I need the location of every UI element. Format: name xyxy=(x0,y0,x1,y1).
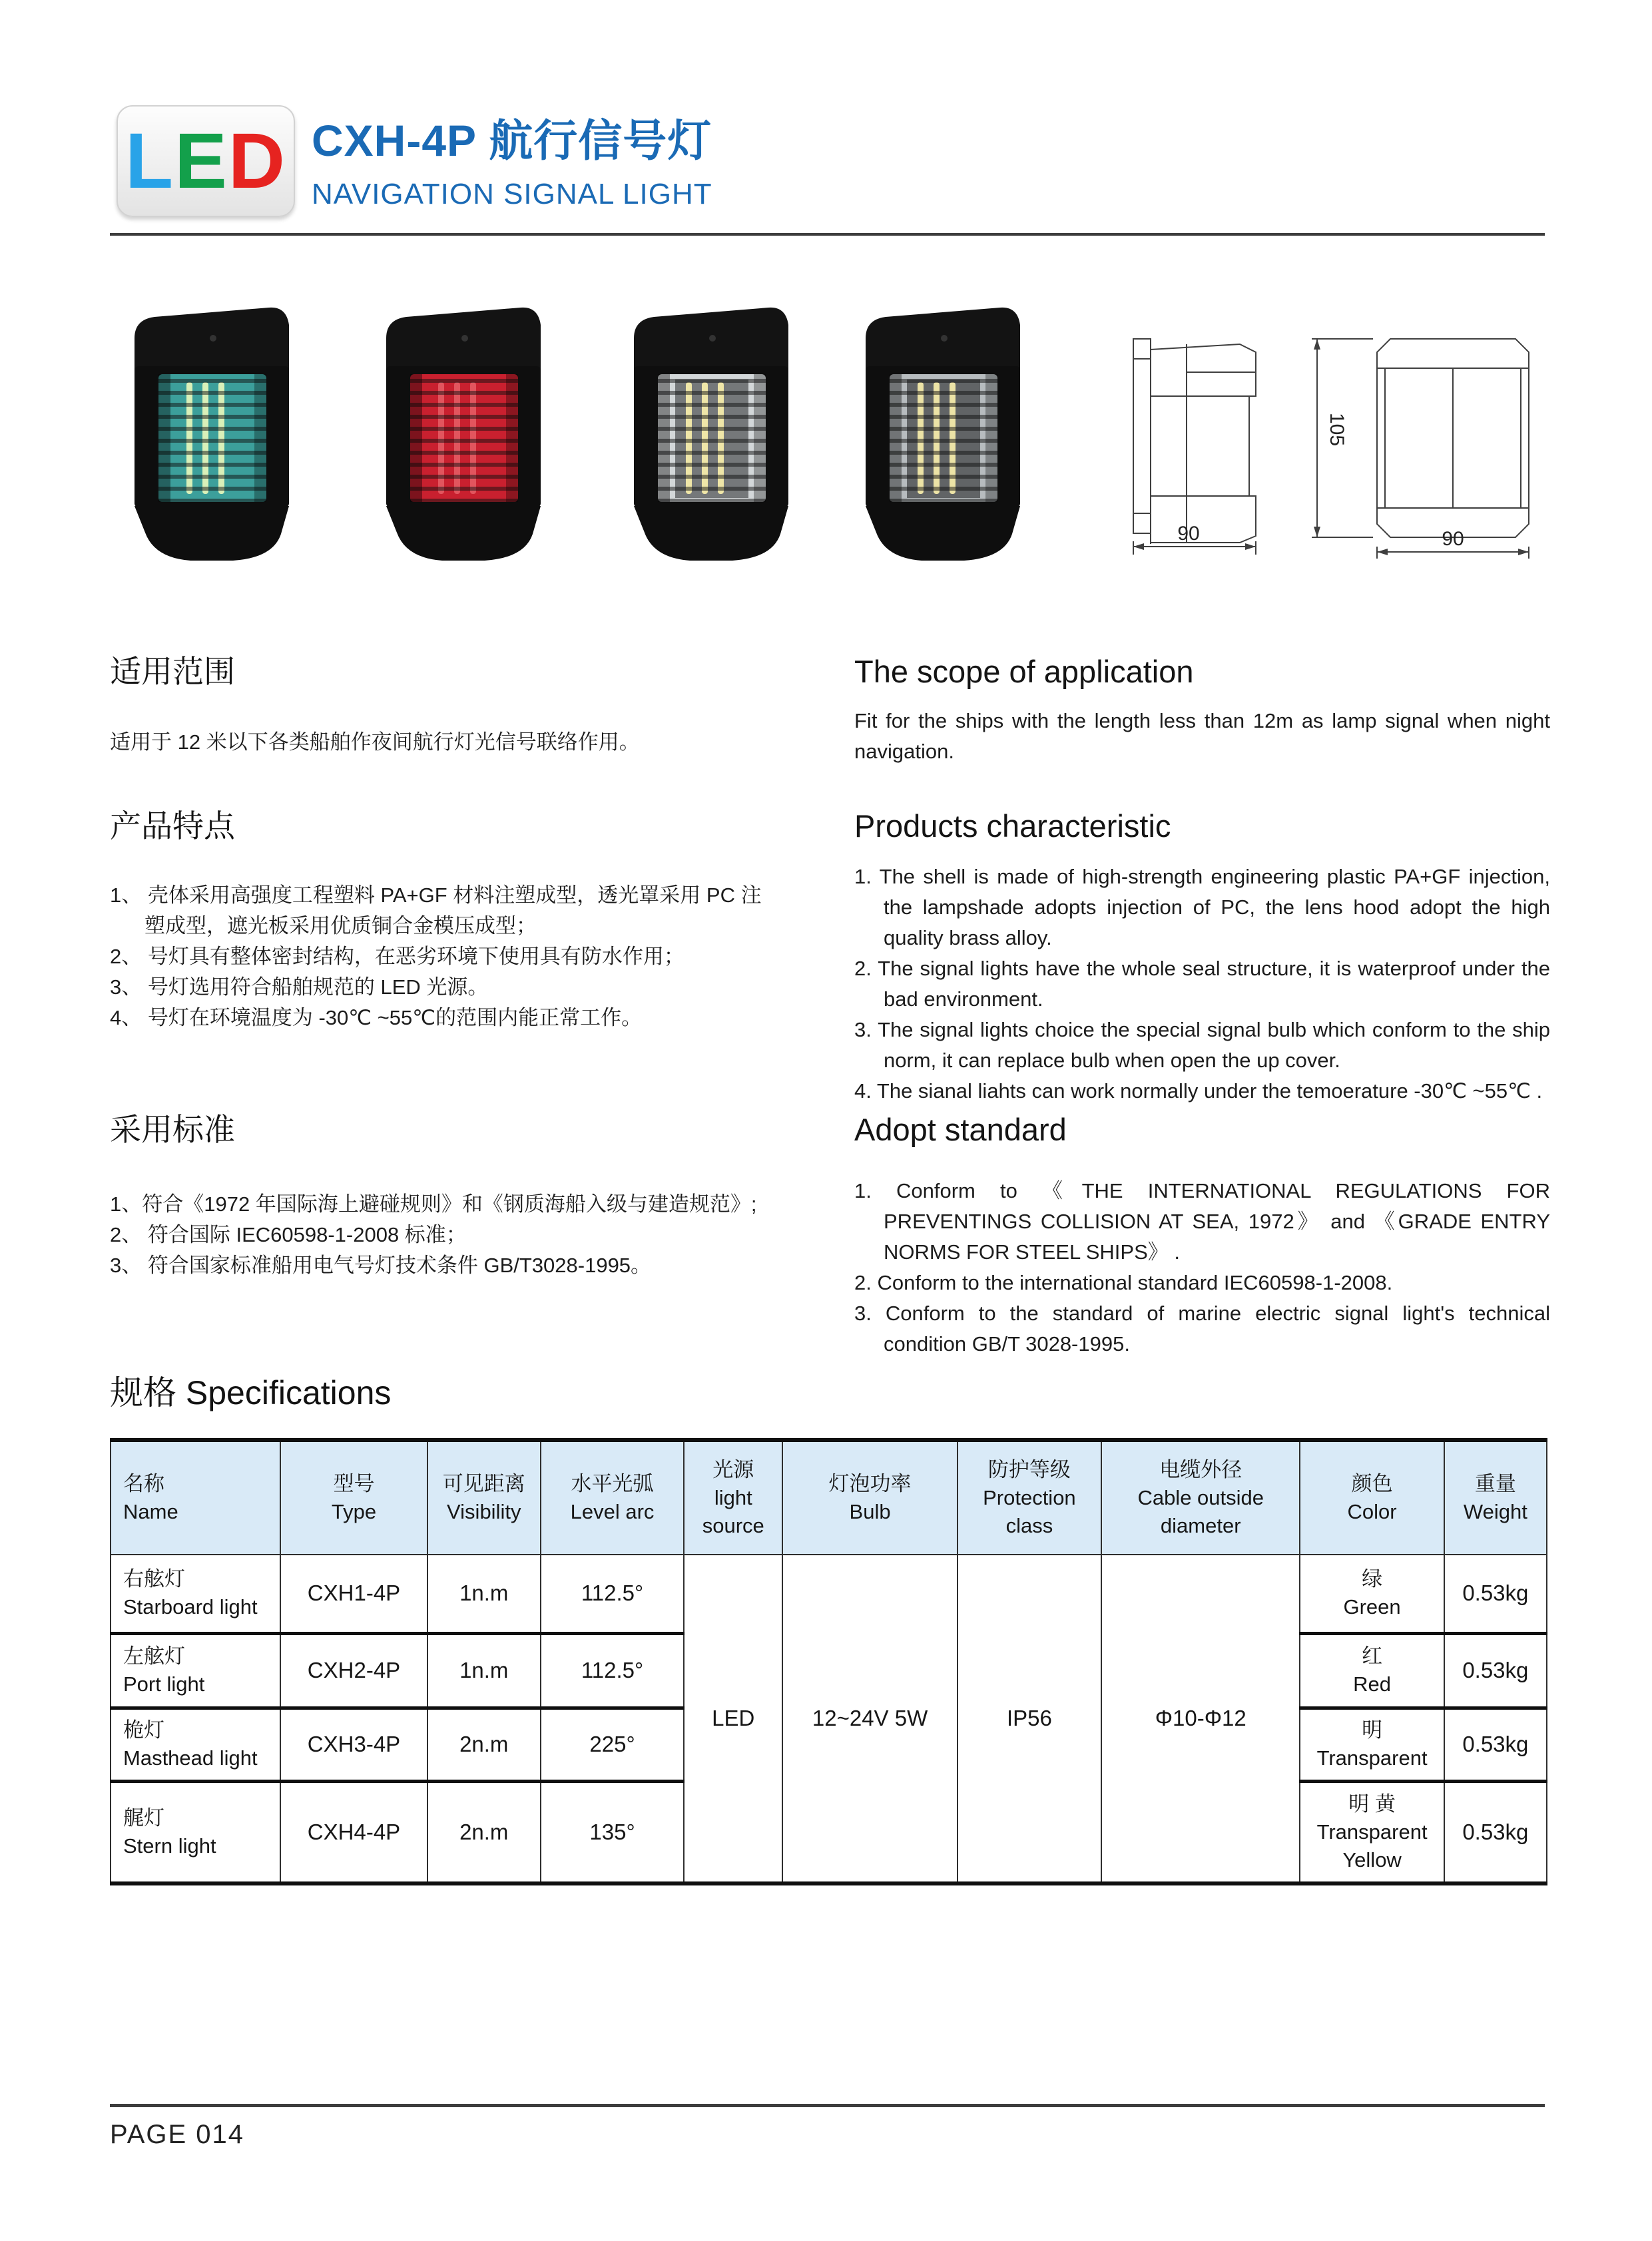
cell-weight: 0.53kg xyxy=(1444,1708,1547,1781)
led-logo-text: LED xyxy=(125,117,287,205)
section-scope-zh xyxy=(110,652,769,758)
spec-col-color: 颜色 Color xyxy=(1300,1440,1444,1555)
cell-type: CXH1-4P xyxy=(280,1555,427,1633)
list-item: 1. The shell is made of high-strength engineering plastic PA+GF injection, the lampshade adopts injection of PC, the lens hood adopt the high quality brass alloy. xyxy=(854,865,1550,949)
cell-weight: 0.53kg xyxy=(1444,1781,1547,1883)
page-number: PAGE 014 xyxy=(110,2120,245,2149)
spec-col-bulb: 灯泡功率 Bulb xyxy=(782,1440,957,1555)
section-features-en xyxy=(854,807,1550,1107)
scope-zh-title: 适用范围 xyxy=(110,654,235,689)
cell-visibility: 1n.m xyxy=(427,1555,541,1633)
spec-col-name: 名称 Name xyxy=(111,1440,280,1555)
list-item: 4. The sianal liahts can work normally under the temoerature -30℃ ~55℃ . xyxy=(854,1079,1543,1103)
cell-cable: Φ10-Φ12 xyxy=(1101,1555,1300,1883)
scope-zh-body: 适用于 12 米以下各类船舶作夜间航行灯光信号联络作用。 xyxy=(110,730,640,754)
list-item: 2. The signal lights have the whole seal structure, it is waterproof under the bad environment. xyxy=(854,957,1550,1011)
cell-visibility: 1n.m xyxy=(427,1633,541,1708)
product-photo-port xyxy=(372,300,565,566)
product-photo-starboard xyxy=(120,300,313,566)
product-photo-masthead xyxy=(619,300,812,566)
cell-type: CXH3-4P xyxy=(280,1708,427,1781)
section-standards-en xyxy=(854,1111,1550,1360)
spec-col-visibility: 可见距离 Visibility xyxy=(427,1440,541,1555)
list-item: 2. Conform to the international standard IEC60598-1-2008. xyxy=(854,1271,1393,1294)
cell-light-source: LED xyxy=(684,1555,782,1883)
features-en-list xyxy=(854,862,1550,1107)
cell-protection: IP56 xyxy=(958,1555,1101,1883)
list-item: 3. Conform to the standard of marine electric signal light's technical condition GB/T 3028-1995. xyxy=(854,1302,1550,1356)
spec-col-type: 型号 Type xyxy=(280,1440,427,1555)
cell-color: 绿 Green xyxy=(1300,1555,1444,1633)
tech-drawing-side-view xyxy=(1125,330,1282,559)
standards-en-list xyxy=(854,1176,1550,1360)
list-item: 2、 号灯具有整体密封结构，在恶劣环境下使用具有防水作用； xyxy=(110,945,685,968)
cell-type: CXH4-4P xyxy=(280,1781,427,1883)
specifications-table-wrap xyxy=(110,1438,1547,1885)
features-zh-title: 产品特点 xyxy=(110,808,235,844)
cell-color: 明 Transparent xyxy=(1300,1708,1444,1781)
section-features-zh xyxy=(110,807,769,1033)
list-item: 4、 号灯在环境温度为 -30℃ ~55℃的范围内能正常工作。 xyxy=(110,1006,643,1029)
cell-visibility: 2n.m xyxy=(427,1708,541,1781)
tech-drawing-front-view xyxy=(1304,330,1545,559)
specifications-title: 规格 Specifications xyxy=(110,1374,392,1411)
page-title: CXH-4P 航行信号灯 xyxy=(312,116,712,165)
cell-color: 红 Red xyxy=(1300,1633,1444,1708)
features-en-title: Products characteristic xyxy=(854,808,1171,844)
list-item: 1、 壳体采用高强度工程塑料 PA+GF 材料注塑成型，透光罩采用 PC 注塑成型，遮光板采用优质铜合金模压成型； xyxy=(110,883,762,937)
standards-zh-title: 采用标准 xyxy=(110,1112,235,1147)
scope-en-body: Fit for the ships with the length less than 12m as lamp signal when night navigation. xyxy=(854,709,1550,763)
scope-en-title: The scope of application xyxy=(854,654,1194,689)
list-item: 3、 号灯选用符合船舶规范的 LED 光源。 xyxy=(110,975,489,999)
product-photo-stern xyxy=(851,300,1044,566)
cell-type: CXH2-4P xyxy=(280,1633,427,1708)
dim-front-height: 105 xyxy=(1326,412,1348,447)
cell-name: 左舷灯 Port light xyxy=(111,1633,280,1708)
features-zh-list xyxy=(110,880,769,1033)
list-item: 2、 符合国际 IEC60598-1-2008 标准； xyxy=(110,1223,467,1246)
cell-arc: 112.5° xyxy=(541,1555,684,1633)
section-scope-en xyxy=(854,652,1550,767)
led-logo xyxy=(117,105,295,217)
cell-arc: 112.5° xyxy=(541,1633,684,1708)
standards-en-title: Adopt standard xyxy=(854,1112,1067,1147)
cell-name: 艉灯 Stern light xyxy=(111,1781,280,1883)
standards-zh-list xyxy=(110,1189,769,1281)
specifications-table xyxy=(110,1438,1547,1885)
list-item: 3. The signal lights choice the special signal bulb which conform to the ship norm, it can replace bulb when open the up cover. xyxy=(854,1018,1550,1072)
page-subtitle: NAVIGATION SIGNAL LIGHT xyxy=(312,178,712,210)
cell-arc: 225° xyxy=(541,1708,684,1781)
list-item: 3、 符合国家标准船用电气号灯技术条件 GB/T3028-1995。 xyxy=(110,1254,652,1277)
cell-name: 右舷灯 Starboard light xyxy=(111,1555,280,1633)
header-titles xyxy=(312,105,712,211)
footer-divider xyxy=(110,2104,1545,2107)
cell-color: 明 黄 Transparent Yellow xyxy=(1300,1781,1444,1883)
cell-name: 桅灯 Masthead light xyxy=(111,1708,280,1781)
cell-bulb: 12~24V 5W xyxy=(782,1555,957,1883)
spec-col-weight: 重量 Weight xyxy=(1444,1440,1547,1555)
cell-visibility: 2n.m xyxy=(427,1781,541,1883)
dim-front-width: 90 xyxy=(1442,528,1464,550)
spec-col-cable: 电缆外径 Cable outside diameter xyxy=(1101,1440,1300,1555)
cell-weight: 0.53kg xyxy=(1444,1633,1547,1708)
list-item: 1、符合《1972 年国际海上避碰规则》和《钢质海船入级与建造规范》; xyxy=(110,1192,757,1216)
spec-col-protection: 防护等级 Protection class xyxy=(958,1440,1101,1555)
spec-col-arc: 水平光弧 Level arc xyxy=(541,1440,684,1555)
list-item: 1. Conform to 《THE INTERNATIONAL REGULATIONS FOR PREVENTINGS COLLISION AT SEA, 1972》 and 《GRADE ENTRY NORMS FOR STEEL SHIPS》 . xyxy=(854,1179,1550,1264)
cell-weight: 0.53kg xyxy=(1444,1555,1547,1633)
header-divider xyxy=(110,233,1545,236)
spec-col-light-source: 光源 light source xyxy=(684,1440,782,1555)
table-row xyxy=(111,1555,1547,1633)
cell-arc: 135° xyxy=(541,1781,684,1883)
dim-side-width: 90 xyxy=(1177,523,1200,545)
section-standards-zh xyxy=(110,1111,769,1281)
